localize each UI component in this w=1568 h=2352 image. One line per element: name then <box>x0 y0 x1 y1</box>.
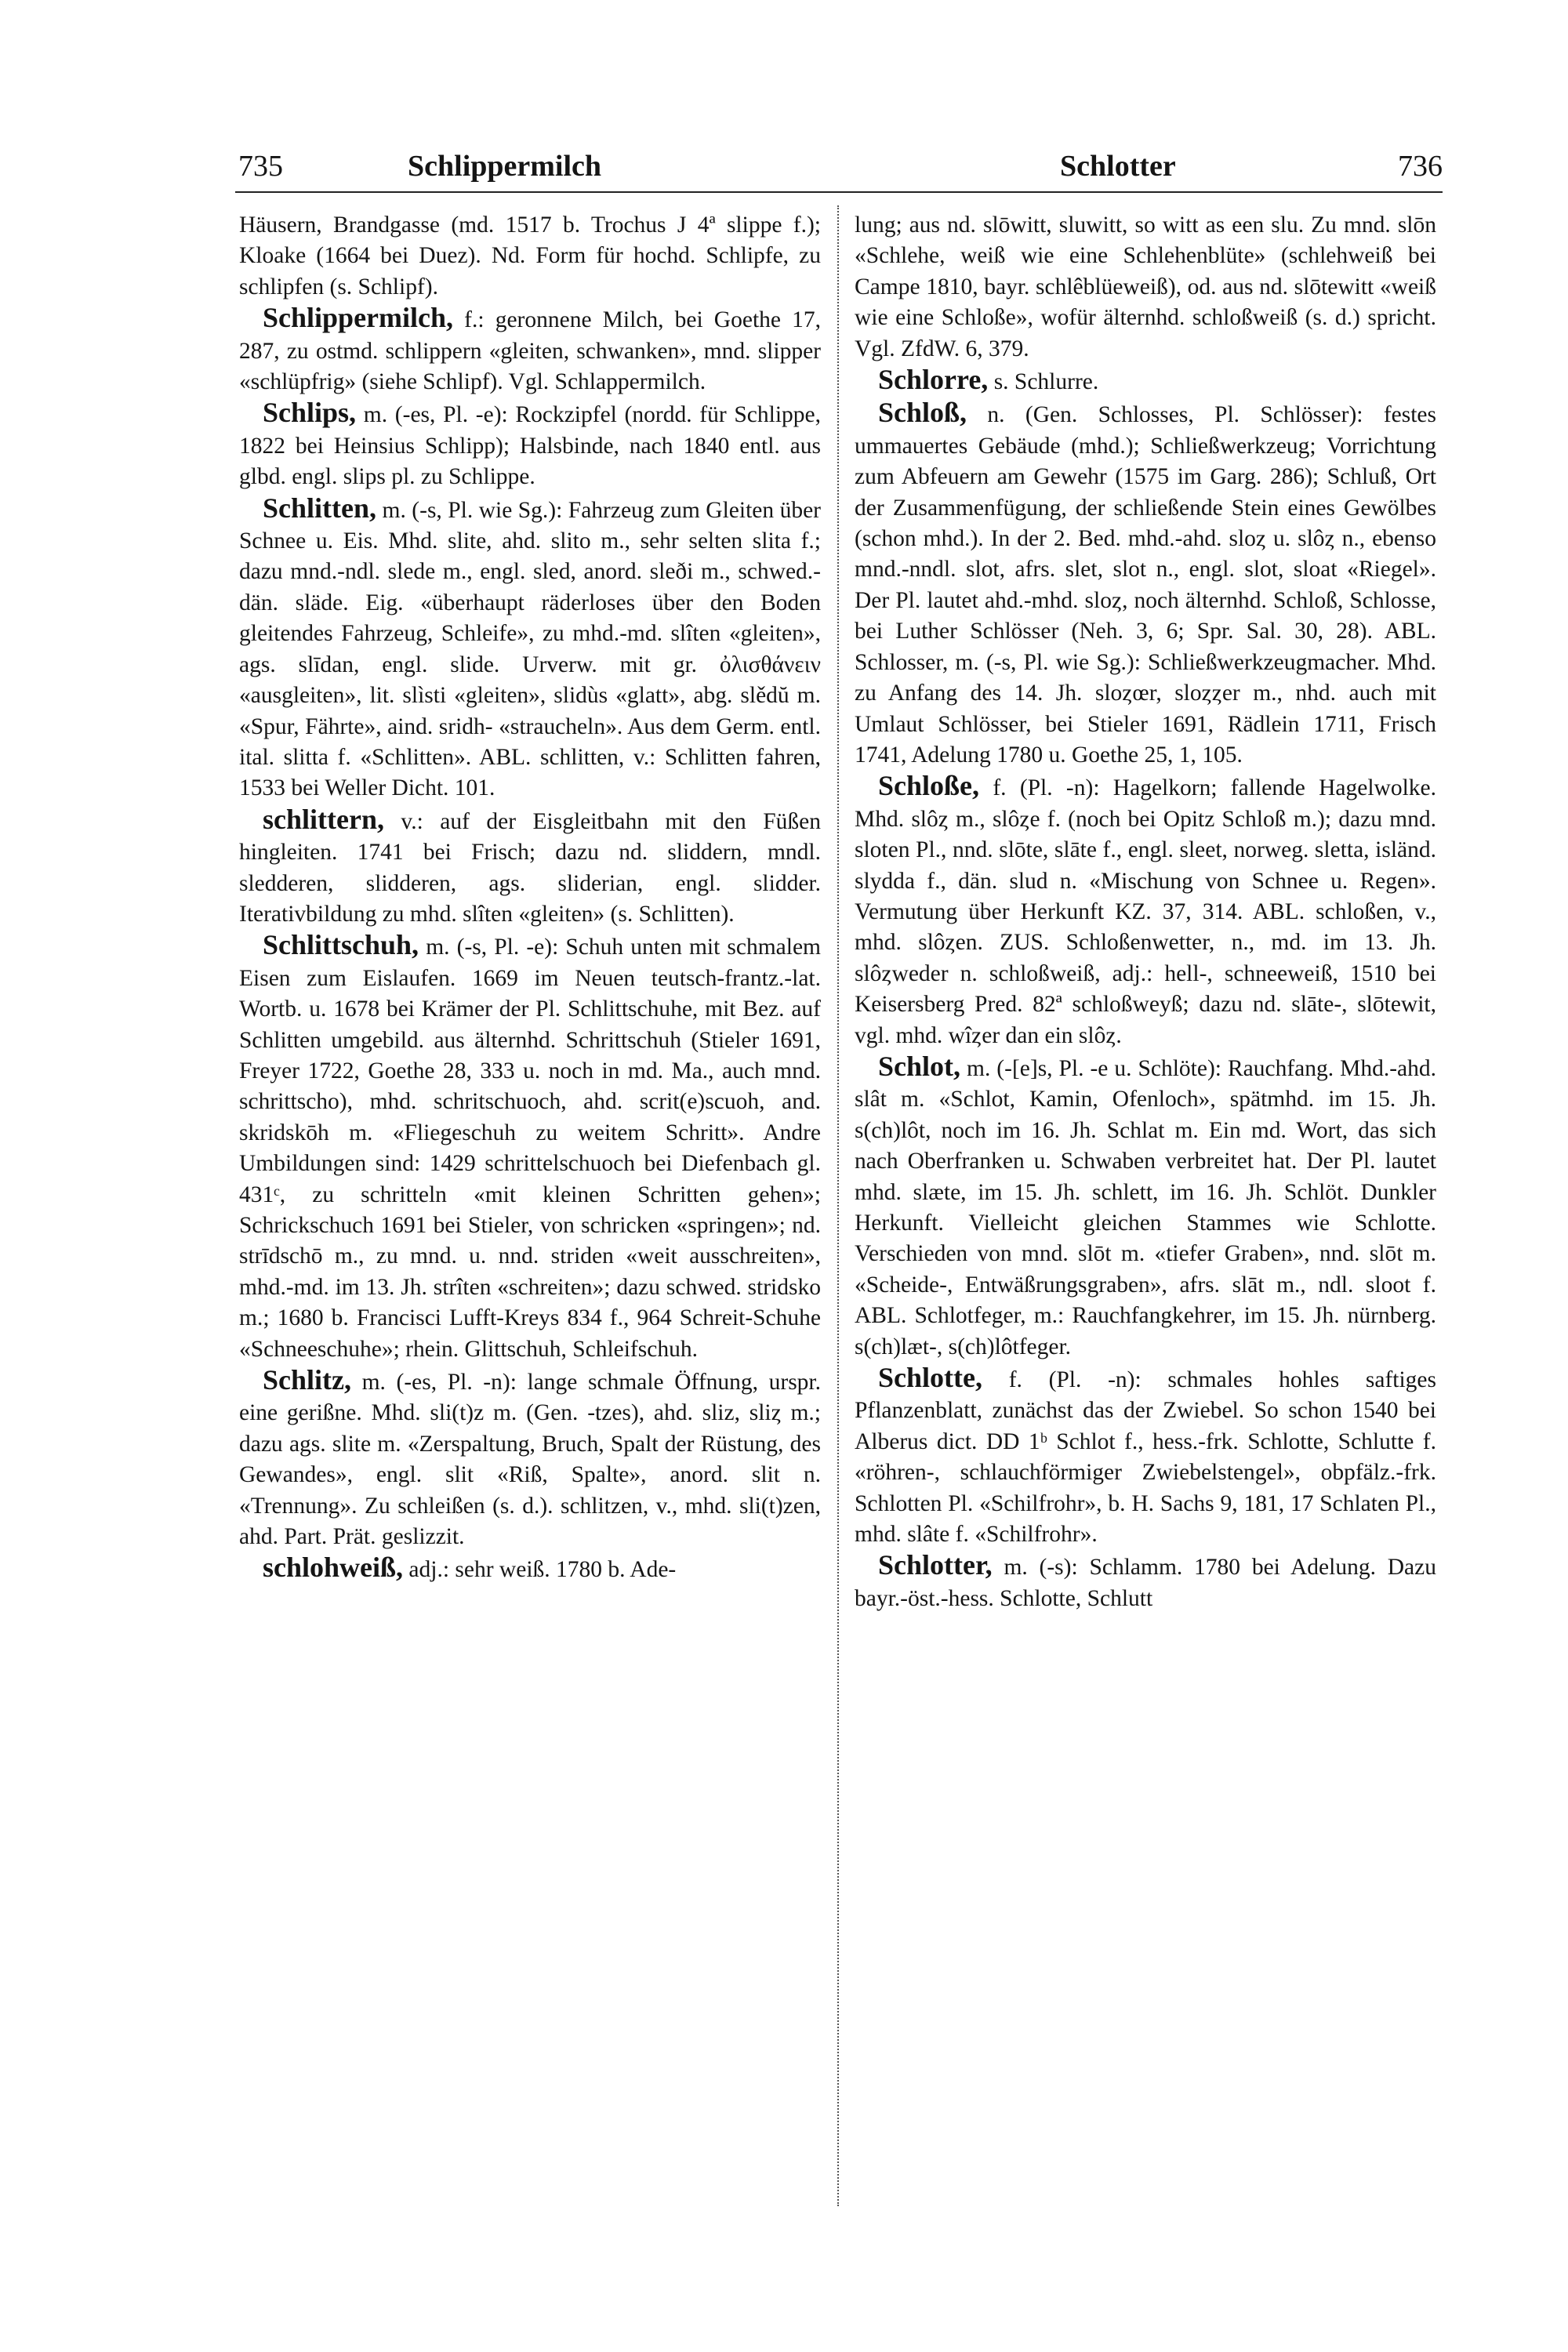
dictionary-entry <box>855 365 1436 397</box>
dictionary-entry <box>855 1363 1436 1550</box>
entry-text: lung; aus nd. slōwitt, sluwitt, so witt as een slu. Zu mnd. slōn «Schlehe, weiß wie eine Schlehenblüte» (schlehweiß bei Campe 1810, bayr. schlêblüeweiß), od. aus nd. slōtewitt «weiß wie eine Schloße», wofür älternhd. schloßweiß (s. d.) spricht. Vgl. ZfdW. 6, 379. <box>855 212 1436 361</box>
entry-text: m. (-s): Schlamm. 1780 bei Adelung. Dazu bayr.-öst.-hess. Schlotte, Schlutt <box>855 1555 1436 1611</box>
right-running-head: Schlotter <box>1060 150 1176 183</box>
dictionary-entry <box>855 771 1436 1051</box>
column-divider <box>837 205 839 2206</box>
right-column <box>855 210 1436 1614</box>
entry-text: adj.: sehr weiß. 1780 b. Ade- <box>408 1557 677 1583</box>
entry-text: v.: auf der Eisgleitbahn mit den Füßen hingleiten. 1741 bei Frisch; dazu nd. sliddern, mndl. sledderen, slidderen, ags. sliderian, engl. slidder. Iterativbildung zu mhd. slîten «gleiten» (s. Schlitten). <box>239 808 821 927</box>
dictionary-entry <box>239 1552 821 1585</box>
entry-text: m. (-es, Pl. -e): Rockzipfel (nordd. für Schlippe, 1822 bei Heinsius Schlipp); Halsbinde, nach 1840 entl. aus glbd. engl. slips pl. zu Schlippe. <box>239 402 822 490</box>
dictionary-entry <box>239 930 821 1365</box>
dictionary-entry <box>239 804 821 931</box>
dictionary-entry <box>855 1550 1436 1614</box>
entry-text: m. (-[e]s, Pl. -e u. Schlöte): Rauchfang. Mhd.-ahd. slât m. «Schlot, Kamin, Ofenloch», spätmhd. im 15. Jh. s(ch)lôt, noch im 16. Jh. Schlat m. Ein md. Wort, das sich nach Oberfranken u. Schwaben verbreitet hat. Der Pl. lautet mhd. slæte, im 15. Jh. schlett, im 16. Jh. Schlöt. Dunkler Herkunft. Vielleicht gleichen Stammes wie Schlotte. Verschieden von mnd. slōt m. «tiefer Graben», nnd. slōt m. «Scheide-, Entwäßrungsgraben», afrs. slāt m., ndl. sloot f. ABL. Schlotfeger, m.: Rauchfangkehrer, im 15. Jh. nürnberg. s(ch)læt-, s(ch)lôtfeger. <box>855 1055 1436 1359</box>
entry-text: f. (Pl. -n): schmales hohles saftiges Pflanzenblatt, zunächst das der Zwiebel. So schon 1540 bei Alberus dict. DD 1ᵇ Schlot f., hess.-frk. Schlotte, Schlutte f. «röhren-, schlauchförmiger Zwiebelstengel», obpfälz.-frk. Schlotten Pl. «Schilfrohr», b. H. Sachs 9, 181, 17 Schlaten Pl., mhd. slâte f. «Schilfrohr». <box>855 1367 1436 1548</box>
entry-text: f. (Pl. -n): Hagelkorn; fallende Hagelwolke. Mhd. slôȥ m., slôȥe f. (noch bei Opitz Schloß m.); dazu mnd. sloten Pl., nnd. slōte, slāte f., engl. sleet, norweg. sletta, isländ. slydda f., dän. slud n. «Mischung von Schnee u. Regen». Vermutung über Herkunft KZ. 37, 314. ABL. schloßen, v., mhd. slôȥen. ZUS. Schloßenwetter, n., md. im 13. Jh. slôȥweder n. schloßweiß, adj.: hell-, schneeweiß, 1510 bei Keisersberg Pred. 82ª schloßweyß; dazu nd. slāte-, slōtewit, vgl. mhd. wîȥer dan ein slôȥ. <box>855 775 1437 1048</box>
entry-headword: Schlittschuh, <box>263 929 419 961</box>
entry-text: s. Schlurre. <box>993 369 1099 395</box>
entry-headword: schlittern, <box>263 803 384 835</box>
entry-headword: Schlips, <box>263 397 357 429</box>
entry-headword: Schlippermilch, <box>263 302 454 334</box>
dictionary-entry <box>239 493 821 804</box>
dictionary-entry <box>855 397 1436 771</box>
dictionary-entry <box>855 210 1436 365</box>
left-page-number: 735 <box>238 150 283 183</box>
entry-headword: Schlitz, <box>263 1364 351 1396</box>
entry-headword: Schloße, <box>878 770 980 802</box>
left-running-head: Schlippermilch <box>408 150 602 183</box>
entry-text: m. (-es, Pl. -n): lange schmale Öffnung, urspr. eine gerißne. Mhd. sli(t)z m. (Gen. -tzes), ahd. sliz, sliȥ m.; dazu ags. slite m. «Zerspaltung, Bruch, Spalt der Rüstung, des Gewandes», engl. slit «Riß, Spalte», anord. slit n. «Trennung». Zu schleißen (s. d.). schlitzen, v., mhd. sli(t)zen, ahd. Part. Prät. geslizzit. <box>239 1370 821 1550</box>
entry-headword: Schlotte, <box>878 1362 982 1394</box>
header-rule <box>235 191 1443 193</box>
entry-text: f.: geronnene Milch, bei Goethe 17, 287, zu ostmd. schlippern «gleiten, schwanken», mnd. slipper «schlüpfrig» (siehe Schlipf). Vgl. Schlappermilch. <box>239 307 822 395</box>
dictionary-entry <box>855 1051 1436 1363</box>
entry-text: n. (Gen. Schlosses, Pl. Schlösser): festes ummauertes Gebäude (mhd.); Schließwerkzeug; Vorrichtung zum Abfeuern am Gewehr (1575 im Garg. 286); Schluß, Ort der Zusammenfügung, der schließende Stein eines Gewölbes (schon mhd.). In der 2. Bed. mhd.-ahd. sloȥ u. slôȥ n., ebenso mnd.-nndl. slot, afrs. slet, slot n., engl. slot, sloat «Riegel». Der Pl. lautet ahd.-mhd. sloȥ, noch älternhd. Schloß, Schlosse, bei Luther Schlösser (Neh. 3, 6; Spr. Sal. 30, 28). ABL. Schlosser, m. (-s, Pl. wie Sg.): Schließwerkzeugmacher. Mhd. zu Anfang des 14. Jh. sloȥœr, sloȥȥer m., nhd. auch mit Umlaut Schlösser, bei Stieler 1691, Rädlein 1711, Frisch 1741, Adelung 1780 u. Goethe 25, 1, 105. <box>855 402 1436 768</box>
entry-headword: Schlot, <box>878 1050 961 1082</box>
left-column <box>239 210 821 1586</box>
entry-text: Häusern, Brandgasse (md. 1517 b. Trochus J 4ª slippe f.); Kloake (1664 bei Duez). Nd. Form für hochd. Schlipfe, zu schlipfen (s. Schlipf). <box>239 212 821 299</box>
entry-headword: Schloß, <box>878 397 967 429</box>
entry-text: m. (-s, Pl. -e): Schuh unten mit schmalem Eisen zum Eislaufen. 1669 im Neuen teutsch-frantz.-lat. Wortb. u. 1678 bei Krämer der Pl. Schlittschuhe, mit Bez. auf Schlitten umgebild. aus älternhd. Schrittschuh (Stieler 1691, Freyer 1722, Goethe 28, 333 u. noch in md. Ma., auch mnd. schrittscho), mhd. schritschuoch, ahd. scrit(e)scuoh, and. skridskōh m. «Fliegeschuh zu weitem Schritt». Andre Umbildungen sind: 1429 schrittelschuoch bei Diefenbach gl. 431ᶜ, zu schritteln «mit kleinen Schritten gehen»; Schrickschuch 1691 bei Stieler, von schricken «springen»; nd. strīdschō m., zu mnd. u. nnd. striden «weit ausschreiten», mhd.-md. im 13. Jh. strîten «schreiten»; dazu schwed. stridsko m.; 1680 b. Francisci Lufft-Kreys 834 f., 964 Schreit-Schuhe «Schneeschuhe»; rhein. Glittschuh, Schleifschuh. <box>239 935 821 1362</box>
dictionary-entry <box>239 210 821 303</box>
dictionary-entry <box>239 303 821 397</box>
entry-headword: Schlorre, <box>878 364 989 396</box>
dictionary-entry <box>239 1365 821 1552</box>
entry-headword: schlohweiß, <box>263 1552 404 1584</box>
page-header <box>235 149 1443 196</box>
entry-headword: Schlotter, <box>878 1549 993 1581</box>
entry-headword: Schlitten, <box>263 492 377 524</box>
dictionary-entry <box>239 397 821 492</box>
entry-text: m. (-s, Pl. wie Sg.): Fahrzeug zum Gleiten über Schnee u. Eis. Mhd. slite, ahd. slito m., sehr selten slita f.; dazu mnd.-ndl. slede m., engl. sled, anord. sleði m., schwed.-dän. släde. Eig. «überhaupt räderloses über den Boden gleitendes Fahrzeug, Schleife», zu mhd.-md. slîten «gleiten», ags. slīdan, engl. slide. Urverw. mit gr. ὀλισθάνειν «ausgleiten», lit. slìsti «gleiten», slidùs «glatt», abg. slědŭ m. «Spur, Fährte», aind. sridh- «straucheln». Aus dem Germ. entl. ital. slitta f. «Schlitten». ABL. schlitten, v.: Schlitten fahren, 1533 bei Weller Dicht. 101. <box>239 497 822 801</box>
right-page-number: 736 <box>1398 150 1443 183</box>
